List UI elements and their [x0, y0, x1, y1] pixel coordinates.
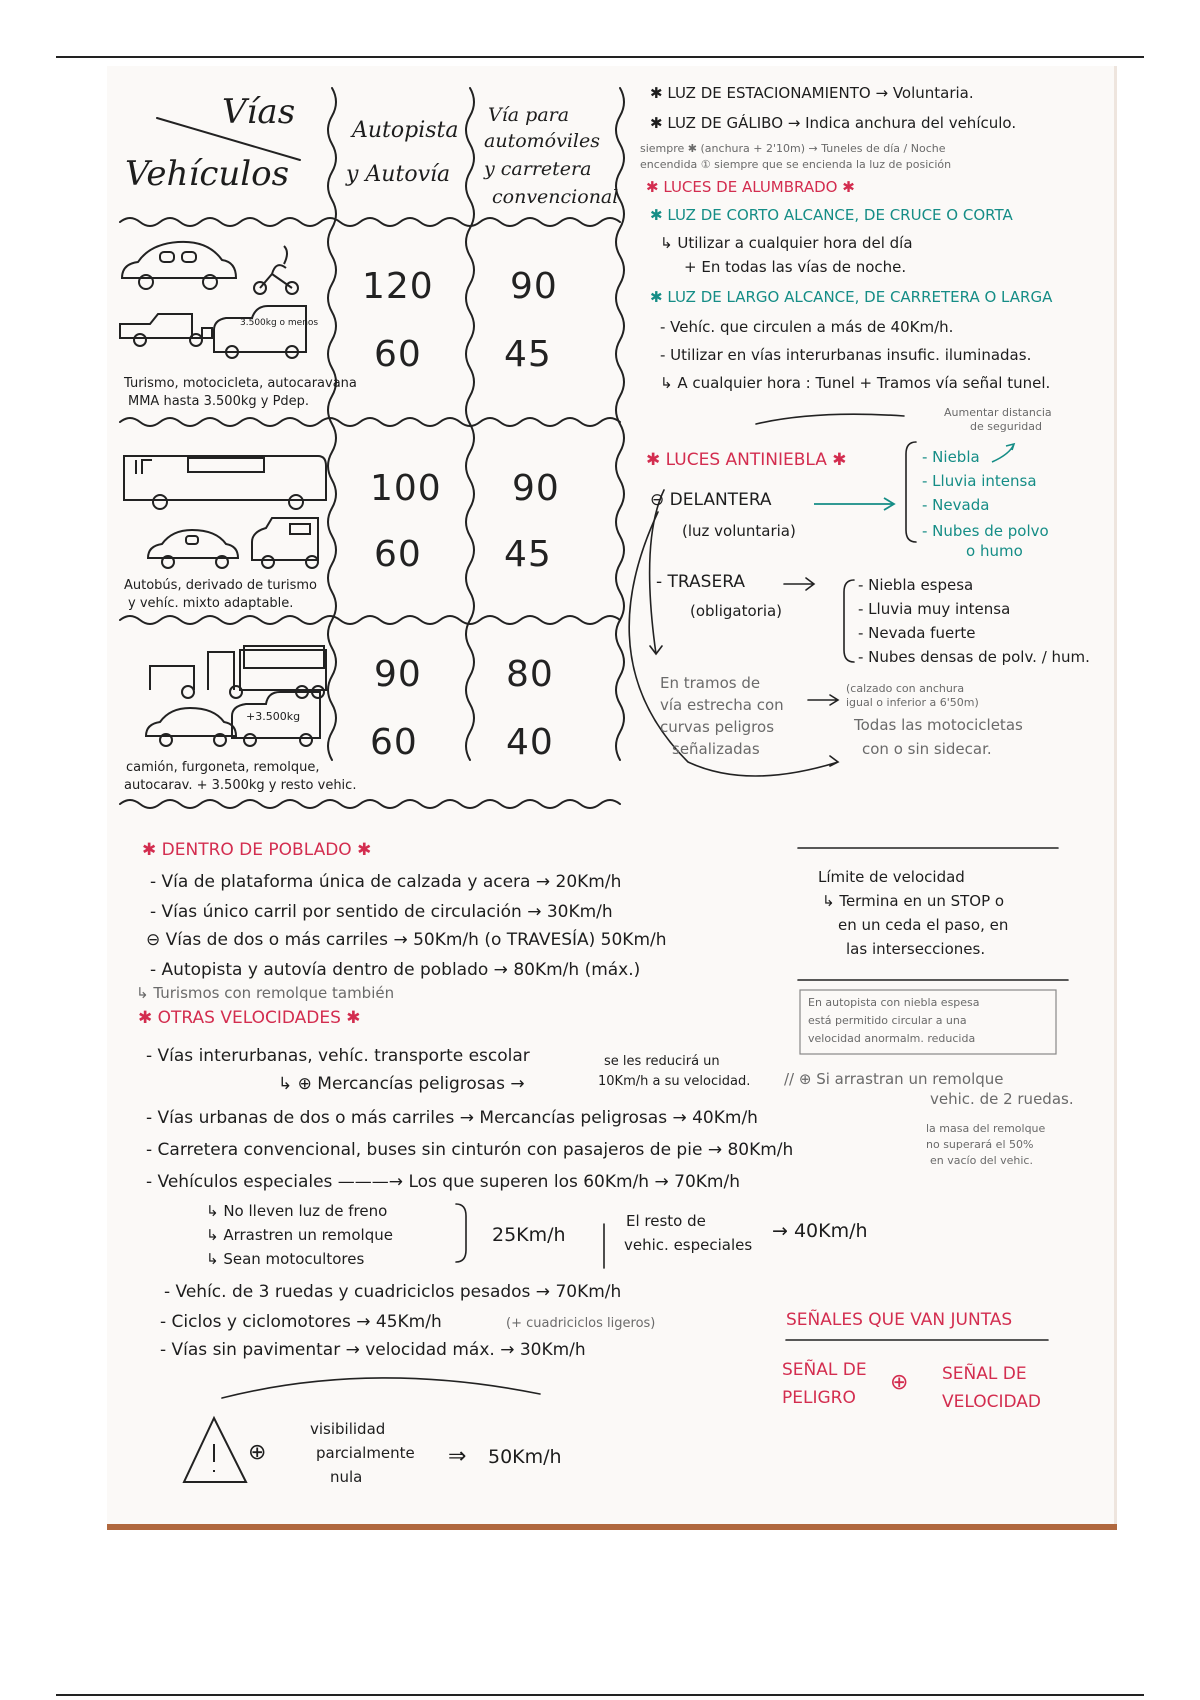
- otras-arrastran-2: vehic. de 2 ruedas.: [930, 1090, 1074, 1108]
- otras-sin-pavimentar: - Vías sin pavimentar → velocidad máx. → 30Km/h: [160, 1340, 586, 1360]
- visibilidad-arrow: ⇒: [448, 1444, 467, 1469]
- header-vehiculos: Vehículos: [125, 154, 290, 194]
- otras-ciclos-note: (+ cuadriciclos ligeros): [506, 1316, 656, 1331]
- poblado-item-2: - Vías único carril por sentido de circulación → 30Km/h: [150, 902, 613, 922]
- limite-3: en un ceda el paso, en: [838, 916, 1009, 934]
- visibilidad-plus: ⊕: [248, 1440, 267, 1465]
- trasera-label: - TRASERA: [656, 572, 745, 592]
- van-icon-1: [214, 306, 306, 358]
- resto-1: El resto de: [626, 1212, 706, 1230]
- delantera-arrow: [814, 498, 894, 510]
- visibilidad-2: parcialmente: [316, 1444, 415, 1462]
- motorcycle-icon: [254, 246, 298, 294]
- otras-mercancias: ↳ ⊕ Mercancías peligrosas →: [278, 1074, 525, 1094]
- luz-largo-title: ✱ LUZ DE LARGO ALCANCE, DE CARRETERA O LARGA: [650, 288, 1053, 306]
- luz-corto-title: ✱ LUZ DE CORTO ALCANCE, DE CRUCE O CORTA: [650, 206, 1013, 224]
- row1-convencional-min: 45: [504, 334, 552, 375]
- pickup-icon: [120, 314, 212, 346]
- delantera-list-2: - Lluvia intensa: [922, 472, 1037, 490]
- niebla-box-2: está permitido circular a una: [808, 1014, 967, 1027]
- row2-convencional-min: 45: [504, 534, 552, 575]
- galibo-note-1: siempre ✱ (anchura + 2'10m) → Tuneles de día / Noche: [640, 142, 946, 155]
- row3-badge: +3.500kg: [246, 710, 301, 723]
- esp-list-3: ↳ Sean motocultores: [206, 1250, 365, 1268]
- table-hline-2: [120, 418, 620, 426]
- table-vline-2: [466, 88, 474, 760]
- delantera-list-4: - Nubes de polvo: [922, 522, 1049, 540]
- trasera-list-4: - Nubes densas de polv. / hum.: [858, 648, 1090, 666]
- visibilidad-value: 50Km/h: [488, 1446, 562, 1468]
- calzado-arrow: [808, 695, 838, 705]
- truck-icon: [150, 646, 326, 698]
- otras-reducira-1: se les reducirá un: [604, 1054, 720, 1069]
- delantera-list-1: - Niebla: [922, 448, 980, 466]
- resto-2: vehic. especiales: [624, 1236, 753, 1254]
- senal-velocidad-1: SEÑAL DE: [942, 1364, 1027, 1384]
- corto-item-2: + En todas las vías de noche.: [684, 258, 907, 276]
- senales-title: SEÑALES QUE VAN JUNTAS: [786, 1310, 1013, 1330]
- aumentar-arrow: [992, 444, 1014, 462]
- bus-icon: [124, 456, 326, 509]
- table-hline-4: [120, 800, 620, 808]
- row1-autopista-min: 60: [374, 334, 422, 375]
- row2-convencional-value: 90: [512, 468, 560, 509]
- corto-item-1: ↳ Utilizar a cualquier hora del día: [660, 234, 913, 252]
- limite-2: ↳ Termina en un STOP o: [822, 892, 1005, 910]
- table-vline-1: [328, 88, 336, 760]
- turismos-note: ↳ Turismos con remolque también: [136, 984, 395, 1002]
- delantera-sub: (luz voluntaria): [682, 522, 796, 540]
- row2-autopista-min: 60: [374, 534, 422, 575]
- poblado-title: ✱ DENTRO DE POBLADO ✱: [142, 840, 372, 860]
- galibo-note-2: encendida ① siempre que se encienda la luz de posición: [640, 158, 952, 171]
- table-hline-1: [120, 218, 620, 226]
- trasera-list-2: - Lluvia muy intensa: [858, 600, 1011, 618]
- luz-galibo: ✱ LUZ DE GÁLIBO → Indica anchura del vehículo.: [650, 114, 1017, 132]
- aumentar-note-2: de seguridad: [970, 420, 1042, 433]
- row1-caption-1: Turismo, motocicleta, autocaravana: [124, 376, 357, 391]
- row2-caption-1: Autobús, derivado de turismo: [124, 578, 317, 593]
- poblado-item-1: - Vía de plataforma única de calzada y acera → 20Km/h: [150, 872, 622, 892]
- largo-item-2: - Utilizar en vías interurbanas insufic. iluminadas.: [660, 346, 1032, 364]
- largo-item-3: ↳ A cualquier hora : Tunel + Tramos vía señal tunel.: [660, 374, 1051, 392]
- otras-masa-1: la masa del remolque: [926, 1122, 1046, 1135]
- header-viapara-3: y carretera: [484, 158, 592, 180]
- warning-triangle-icon: [184, 1418, 246, 1482]
- motos-1: Todas las motocicletas: [854, 716, 1023, 734]
- calzado-1: (calzado con anchura: [846, 682, 965, 695]
- senales-plus: ⊕: [890, 1370, 909, 1395]
- otras-tres-ruedas: - Vehíc. de 3 ruedas y cuadriciclos pesados → 70Km/h: [164, 1282, 622, 1302]
- niebla-box-1: En autopista con niebla espesa: [808, 996, 980, 1009]
- otras-urbanas: - Vías urbanas de dos o más carriles → Mercancías peligrosas → 40Km/h: [146, 1108, 758, 1128]
- esp-list-1: ↳ No lleven luz de freno: [206, 1202, 388, 1220]
- otras-reducira-2: 10Km/h a su velocidad.: [598, 1074, 751, 1089]
- delantera-list-3: - Nevada: [922, 496, 990, 514]
- car-icon-2: [148, 530, 238, 568]
- tramos-4: señalizadas: [672, 740, 760, 758]
- visibilidad-1: visibilidad: [310, 1420, 386, 1438]
- row1-caption-2: MMA hasta 3.500kg y Pdep.: [128, 394, 310, 409]
- antiniebla-bracket: [906, 442, 916, 542]
- tramos-1: En tramos de: [660, 674, 761, 692]
- table-hline-3: [120, 616, 620, 624]
- luces-alumbrado-title: ✱ LUCES DE ALUMBRADO ✱: [646, 178, 855, 196]
- suv-icon: [252, 518, 318, 568]
- header-viapara-2: automóviles: [484, 130, 600, 152]
- trasera-list-1: - Niebla espesa: [858, 576, 974, 594]
- car-icon-1: [122, 242, 236, 289]
- largo-item-1: - Vehíc. que circulen a más de 40Km/h.: [660, 318, 954, 336]
- row1-autopista-value: 120: [362, 266, 434, 307]
- visibilidad-3: nula: [330, 1468, 363, 1486]
- niebla-box-3: velocidad anormalm. reducida: [808, 1032, 976, 1045]
- row1-convencional-value: 90: [510, 266, 558, 307]
- otras-ciclos: - Ciclos y ciclomotores → 45Km/h: [160, 1312, 442, 1332]
- row3-caption-2: autocarav. + 3.500kg y resto vehic.: [124, 778, 357, 793]
- row2-caption-2: y vehíc. mixto adaptable.: [128, 596, 294, 611]
- row3-convencional-value: 80: [506, 654, 554, 695]
- otras-masa-2: no superará el 50%: [926, 1138, 1034, 1151]
- motos-2: con o sin sidecar.: [862, 740, 992, 758]
- calzado-2: igual o inferior a 6'50m): [846, 696, 979, 709]
- esp-25: 25Km/h: [492, 1224, 566, 1246]
- row3-autopista-value: 90: [374, 654, 422, 695]
- limite-4: las intersecciones.: [846, 940, 986, 958]
- row1-badge: 3.500kg o menos: [240, 318, 319, 328]
- row2-autopista-value: 100: [370, 468, 442, 509]
- esp-bracket: [456, 1204, 466, 1262]
- otras-masa-3: en vacío del vehic.: [930, 1154, 1033, 1167]
- otras-interurbanas: - Vías interurbanas, vehíc. transporte escolar: [146, 1046, 530, 1066]
- delantera-list-5: o humo: [966, 542, 1023, 560]
- car-icon-3: [146, 708, 236, 746]
- esp-list-2: ↳ Arrastren un remolque: [206, 1226, 393, 1244]
- luz-estacionamiento: ✱ LUZ DE ESTACIONAMIENTO → Voluntaria.: [650, 84, 974, 102]
- row3-convencional-min: 40: [506, 722, 554, 763]
- otras-especiales: - Vehículos especiales ———→ Los que superen los 60Km/h → 70Km/h: [146, 1172, 740, 1192]
- header-vias: Vías: [222, 92, 296, 132]
- senal-peligro-2: PELIGRO: [782, 1388, 856, 1408]
- trasera-sub: (obligatoria): [690, 602, 783, 620]
- trasera-bracket: [844, 580, 854, 662]
- poblado-item-3: ⊖ Vías de dos o más carriles → 50Km/h (o TRAVESÍA) 50Km/h: [146, 930, 667, 950]
- bottom-curve: [222, 1378, 540, 1398]
- otras-arrastran-1: // ⊕ Si arrastran un remolque: [784, 1070, 1004, 1088]
- header-viapara-1: Vía para: [488, 104, 570, 126]
- tramos-2: vía estrecha con: [660, 696, 784, 714]
- otras-convencional: - Carretera convencional, buses sin cinturón con pasajeros de pie → 80Km/h: [146, 1140, 794, 1160]
- trasera-list-3: - Nevada fuerte: [858, 624, 976, 642]
- tramos-3: curvas peligros: [660, 718, 775, 736]
- curved-arrow-motos: [629, 512, 838, 776]
- poblado-item-4: - Autopista y autovía dentro de poblado → 80Km/h (máx.): [150, 960, 641, 980]
- antiniebla-title: ✱ LUCES ANTINIEBLA ✱: [646, 450, 847, 470]
- aumentar-note-1: Aumentar distancia: [944, 406, 1052, 419]
- limite-1: Límite de velocidad: [818, 868, 965, 886]
- section-divider-1: [756, 414, 904, 424]
- resto-40: → 40Km/h: [772, 1220, 868, 1242]
- senal-velocidad-2: VELOCIDAD: [942, 1392, 1042, 1412]
- row3-autopista-min: 60: [370, 722, 418, 763]
- header-autopista-1: Autopista: [352, 118, 459, 143]
- header-viapara-4: convencional: [492, 186, 619, 208]
- senal-peligro-1: SEÑAL DE: [782, 1360, 867, 1380]
- delantera-label: ⊖ DELANTERA: [650, 490, 772, 510]
- header-autopista-2: y Autovía: [346, 162, 451, 187]
- otras-title: ✱ OTRAS VELOCIDADES ✱: [138, 1008, 361, 1028]
- row3-caption-1: camión, furgoneta, remolque,: [126, 760, 320, 775]
- trasera-arrow: [784, 578, 814, 590]
